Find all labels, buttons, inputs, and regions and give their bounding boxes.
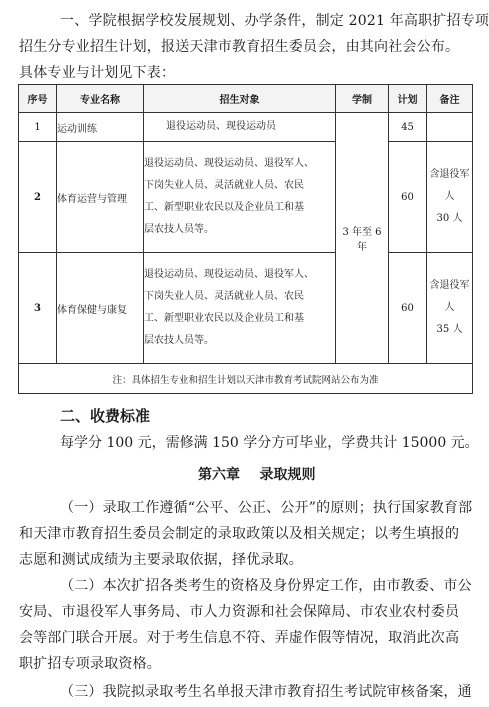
target-line: 下岗失业人员、灵活就业人员、农民 — [144, 291, 304, 302]
row-no: 1 — [19, 113, 57, 142]
row-major: 体育保健与康复 — [57, 253, 144, 364]
target-line: 退役运动员、现役运动员 — [166, 121, 276, 132]
target-line: 工、新型职业农民以及企业员工和基 — [144, 313, 304, 324]
header-major: 专业名称 — [57, 85, 144, 113]
duration-cell: 3 年至 6 年 — [336, 113, 389, 364]
table-row — [19, 253, 473, 364]
target-line: 下岗失业人员、灵活就业人员、农民 — [144, 180, 304, 191]
row-note — [427, 253, 473, 364]
target-line: 层农技人员等。 — [144, 224, 214, 235]
header-no: 序号 — [19, 85, 57, 113]
rule-1-line-2: 和天津市教育招生委员会制定的录取政策以及相关规定；以考生填报的 — [19, 526, 460, 542]
row-no: 3 — [19, 253, 57, 364]
chapter-title: 第六章 录取规则 — [198, 467, 316, 483]
target-line: 退役运动员、现役运动员、退役军人、 — [144, 158, 314, 169]
note-line: 含退役军人 — [429, 280, 470, 313]
row-note — [427, 113, 473, 142]
target-line: 退役运动员、现役运动员、退役军人、 — [144, 269, 314, 280]
header-targets: 招生对象 — [144, 85, 336, 113]
rule-2-line-2: 安局、市退役军人事务局、市人力资源和社会保障局、市农业农村委员 — [19, 604, 460, 620]
row-plan: 45 — [389, 113, 427, 142]
table-footnote: 注：具体招生专业和招生计划以天津市教育考试院网站公布为准 — [19, 364, 473, 394]
enrollment-plan-table — [18, 84, 473, 394]
table-footnote-row — [19, 364, 473, 394]
row-major: 运动训练 — [57, 113, 144, 142]
row-targets — [144, 253, 336, 364]
row-note — [427, 142, 473, 253]
table-row — [19, 113, 473, 142]
row-no: 2 — [19, 142, 57, 253]
fees-text: 每学分 100 元，需修满 150 学分方可毕业，学费共计 15000 元。 — [60, 435, 479, 451]
table-header-row — [19, 85, 473, 113]
row-major: 体育运营与管理 — [57, 142, 144, 253]
header-duration: 学制 — [336, 85, 389, 113]
row-plan: 60 — [389, 142, 427, 253]
fees-heading: 二、收费标准 — [60, 407, 151, 425]
target-line: 工、新型职业农民以及企业员工和基 — [144, 202, 304, 213]
row-targets — [144, 113, 336, 142]
intro-line-1: 一、学院根据学校发展规划、办学条件，制定 2021 年高职扩招专项 — [60, 13, 489, 29]
target-line: 层农技人员等。 — [144, 335, 214, 346]
rule-3-line-1: （三）我院拟录取考生名单报天津市教育招生考试院审核备案，通 — [60, 684, 472, 700]
note-line: 35 人 — [436, 324, 463, 335]
intro-line-2: 招生分专业招生计划，报送天津市教育招生委员会，由其向社会公布。 — [19, 39, 460, 55]
header-note: 备注 — [427, 85, 473, 113]
header-plan: 计划 — [389, 85, 427, 113]
rule-2-line-4: 职扩招专项录取资格。 — [19, 656, 161, 672]
rule-1-line-3: 志愿和测试成绩为主要录取依据，择优录取。 — [19, 552, 303, 568]
rule-1-line-1: （一）录取工作遵循“公平、公正、公开”的原则；执行国家教育部 — [60, 500, 473, 516]
intro-line-3: 具体专业与计划见下表： — [19, 65, 176, 81]
table-row — [19, 142, 473, 253]
rule-2-line-3: 会等部门联合开展。对于考生信息不符、弄虚作假等情况，取消此次高 — [19, 630, 460, 646]
row-plan: 60 — [389, 253, 427, 364]
note-line: 30 人 — [436, 213, 463, 224]
rule-2-line-1: （二）本次扩招各类考生的资格及身份界定工作，由市教委、市公 — [60, 578, 472, 594]
note-line: 含退役军人 — [429, 169, 470, 202]
row-targets — [144, 142, 336, 253]
